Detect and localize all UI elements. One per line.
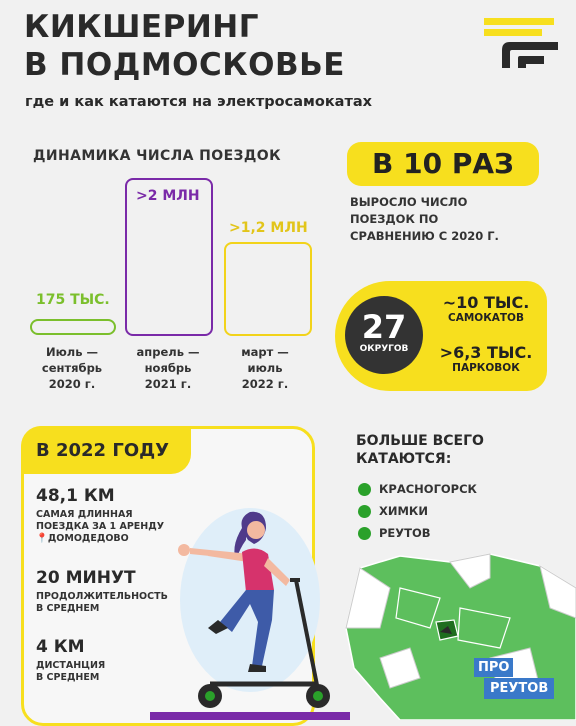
period-2022-line2: июль <box>247 361 283 375</box>
logo-icon <box>484 16 562 72</box>
top-cities-heading-line1: БОЛЬШЕ ВСЕГО <box>356 433 484 449</box>
parkings-stat <box>432 343 540 374</box>
list-item <box>358 500 477 522</box>
period-2020-line2: сентябрь <box>41 361 103 375</box>
scooters-number: ~10 ТЫС. <box>442 293 530 312</box>
districts-number: 27 <box>361 308 407 346</box>
longest-ride-place: ДОМОДЕДОВО <box>47 533 129 544</box>
period-2022-line3: 2022 г. <box>241 377 289 391</box>
longest-ride-value: 48,1 КМ <box>36 486 115 506</box>
duration-line1: ПРОДОЛЖИТЕЛЬНОСТЬ <box>36 591 168 602</box>
watermark-name: РЕУТОВ <box>484 678 554 699</box>
duration-line2: В СРЕДНЕМ <box>36 603 100 614</box>
city-list <box>358 478 477 544</box>
scooters-stat <box>432 293 540 324</box>
green-dot-icon <box>358 483 371 496</box>
bar-2022 <box>224 242 312 336</box>
dynamics-title: ДИНАМИКА ЧИСЛА ПОЕЗДОК <box>33 148 281 164</box>
growth-headline: В 10 РАЗ <box>347 142 539 186</box>
longest-ride-place-row <box>36 533 164 545</box>
growth-line1: ВЫРОСЛО ЧИСЛО <box>350 195 468 209</box>
distance-line2: В СРЕДНЕМ <box>36 672 100 683</box>
page-subtitle: где и как катаются на электросамокатах <box>25 94 373 110</box>
parkings-label: ПАРКОВОК <box>452 362 520 374</box>
growth-description <box>350 194 499 245</box>
title-line-2: В ПОДМОСКОВЬЕ <box>24 47 345 83</box>
period-2021-line1: апрель — <box>136 345 200 359</box>
watermark-pro: ПРО <box>474 658 513 677</box>
green-dot-icon <box>358 527 371 540</box>
longest-ride-line1: САМАЯ ДЛИННАЯ <box>36 509 133 520</box>
scooters-label: САМОКАТОВ <box>447 312 524 324</box>
period-2020-line3: 2020 г. <box>48 377 96 391</box>
page-title <box>24 8 345 84</box>
duration-value: 20 МИНУТ <box>36 568 136 588</box>
top-cities-heading <box>356 432 484 468</box>
duration-desc <box>36 591 168 615</box>
bar-label-2020: 175 ТЫС. <box>36 292 110 308</box>
parkings-number: >6,3 ТЫС. <box>439 343 533 362</box>
list-item <box>358 522 477 544</box>
bar-label-2022: >1,2 МЛН <box>229 220 308 236</box>
distance-line1: ДИСТАНЦИЯ <box>36 660 106 671</box>
period-2021-line2: ноябрь <box>144 361 192 375</box>
period-2022 <box>215 344 315 392</box>
list-item <box>358 478 477 500</box>
distance-desc <box>36 660 105 684</box>
green-dot-icon <box>358 505 371 518</box>
longest-ride-desc <box>36 509 164 545</box>
growth-line3: СРАВНЕНИЮ С 2020 Г. <box>350 229 499 243</box>
period-2021-line3: 2021 г. <box>144 377 192 391</box>
period-2020-line1: Июль — <box>45 345 98 359</box>
districts-circle <box>345 296 423 374</box>
period-2020 <box>22 344 122 392</box>
location-pin-icon: 📍 <box>36 533 48 544</box>
city-name: ХИМКИ <box>379 504 428 518</box>
bar-label-2021: >2 МЛН <box>136 188 200 204</box>
year-2022-heading: В 2022 ГОДУ <box>36 440 170 461</box>
longest-ride-line2: ПОЕЗДКА ЗА 1 АРЕНДУ <box>36 521 165 532</box>
growth-line2: ПОЕЗДОК ПО <box>350 212 439 226</box>
top-cities-heading-line2: КАТАЮТСЯ: <box>356 451 452 467</box>
city-name: КРАСНОГОРСК <box>379 482 477 496</box>
watermark-logo <box>474 658 566 710</box>
bar-2020 <box>30 319 116 335</box>
title-line-1: КИКШЕРИНГ <box>24 9 259 45</box>
period-2022-line1: март — <box>241 345 289 359</box>
scooter-rider-illustration <box>150 500 350 720</box>
period-2021 <box>118 344 218 392</box>
districts-label: ОКРУГОВ <box>359 344 409 354</box>
city-name: РЕУТОВ <box>379 526 431 540</box>
distance-value: 4 КМ <box>36 637 85 657</box>
